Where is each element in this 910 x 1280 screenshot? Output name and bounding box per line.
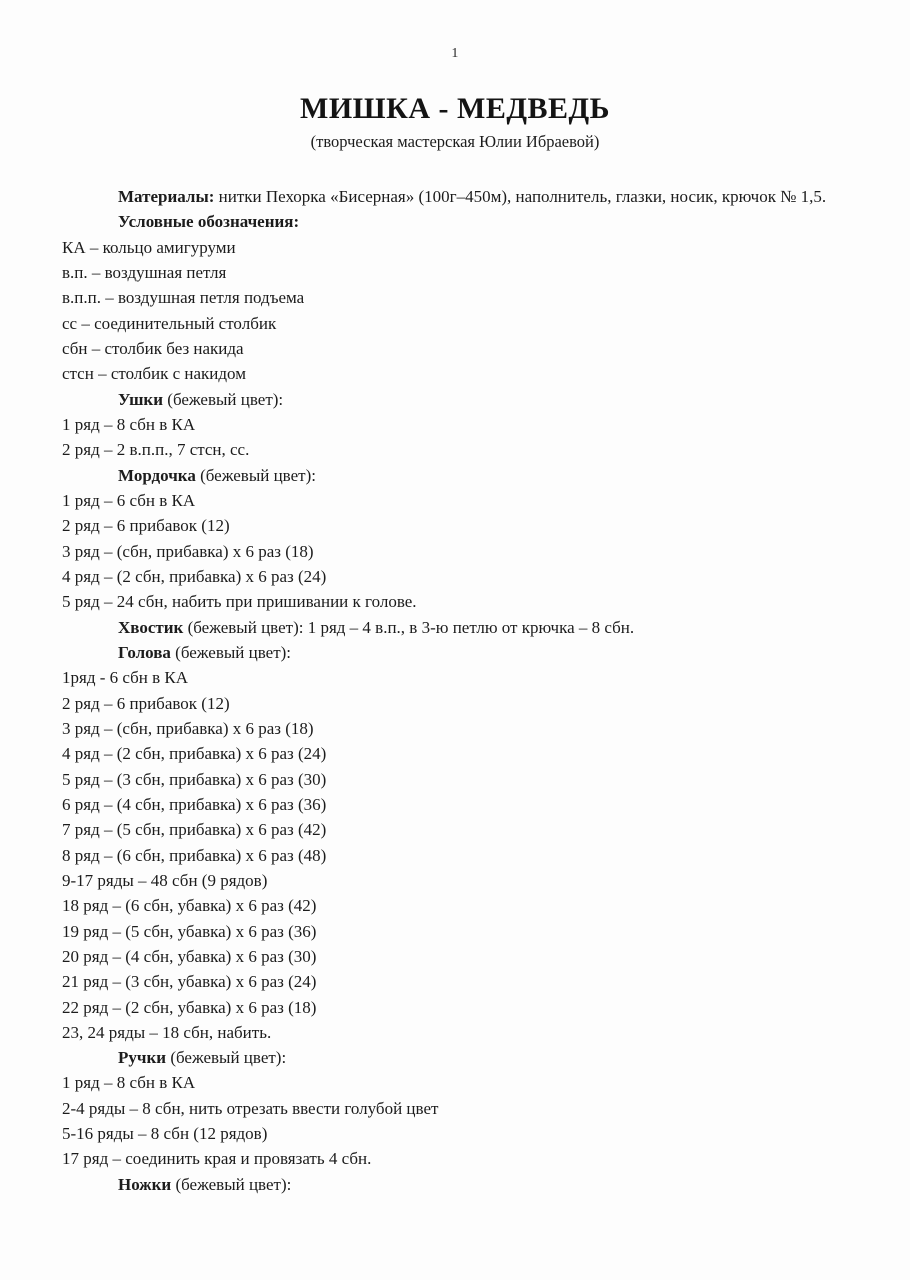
document-subtitle: (творческая мастерская Юлии Ибраевой)	[310, 132, 600, 151]
page-number: 1	[451, 46, 459, 61]
section-line: 5 ряд – (3 сбн, прибавка) х 6 раз (30)	[62, 769, 327, 789]
section-note: (бежевый цвет): 1 ряд – 4 в.п., в 3-ю петлю от крючка – 8 сбн.	[183, 617, 635, 637]
abbreviation-item: стсн – столбик с накидом	[62, 364, 246, 384]
abbreviation-item: КА – кольцо амигуруми	[62, 237, 236, 257]
abbreviation-item: в.п.п. – воздушная петля подъема	[62, 288, 305, 308]
section-line: 23, 24 ряды – 18 сбн, набить.	[62, 1022, 272, 1042]
section-heading-golova	[62, 640, 848, 665]
section-line: 2-4 ряды – 8 сбн, нить отрезать ввести голубой цвет	[62, 1098, 439, 1118]
abbreviations-heading	[62, 209, 848, 234]
section-heading-nozhki	[62, 1172, 848, 1197]
section-line: 4 ряд – (2 сбн, прибавка) х 6 раз (24)	[62, 566, 327, 586]
section-line: 6 ряд – (4 сбн, прибавка) х 6 раз (36)	[62, 794, 327, 814]
section-heading-ushki	[62, 387, 848, 412]
section-line: 5 ряд – 24 сбн, набить при пришивании к голове.	[62, 592, 417, 612]
section-line: 2 ряд – 6 прибавок (12)	[62, 693, 230, 713]
section-title: Голова	[118, 642, 171, 662]
document-body	[62, 184, 848, 1197]
section-line: 7 ряд – (5 сбн, прибавка) х 6 раз (42)	[62, 820, 327, 840]
section-title: Хвостик	[118, 617, 184, 637]
section-line: 17 ряд – соединить края и провязать 4 сбн.	[62, 1149, 372, 1169]
section-title: Ручки	[118, 1048, 167, 1068]
section-line: 1 ряд – 8 сбн в КА	[62, 414, 196, 434]
section-line: 2 ряд – 6 прибавок (12)	[62, 516, 230, 536]
materials-paragraph	[62, 184, 848, 209]
section-title: Мордочка	[118, 465, 196, 485]
section-line: 5-16 ряды – 8 сбн (12 рядов)	[62, 1124, 268, 1144]
section-note: (бежевый цвет):	[171, 1174, 292, 1194]
section-line: 22 ряд – (2 сбн, убавка) х 6 раз (18)	[62, 997, 317, 1017]
section-note: (бежевый цвет):	[166, 1048, 287, 1068]
section-line: 1 ряд – 8 сбн в КА	[62, 1073, 196, 1093]
section-line: 3 ряд – (сбн, прибавка) х 6 раз (18)	[62, 541, 314, 561]
abbreviation-item: сбн – столбик без накида	[62, 338, 244, 358]
abbreviation-item: сс – соединительный столбик	[62, 313, 277, 333]
section-line: 18 ряд – (6 сбн, убавка) х 6 раз (42)	[62, 896, 317, 916]
page-title: МИШКА - МЕДВЕДЬ	[300, 92, 610, 125]
section-note: (бежевый цвет):	[170, 642, 292, 662]
section-line: 1ряд - 6 сбн в КА	[62, 668, 189, 688]
section-title: Ушки	[118, 389, 164, 409]
materials-text: нитки Пехорка «Бисерная» (100г–450м), наполнитель, глазки, носик, крючок № 1,5.	[214, 187, 827, 206]
abbreviation-item: в.п. – воздушная петля	[62, 262, 227, 282]
section-note: (бежевый цвет):	[195, 465, 316, 485]
section-title: Ножки	[118, 1174, 172, 1194]
section-note: (бежевый цвет):	[163, 389, 284, 409]
section-line: 20 ряд – (4 сбн, убавка) х 6 раз (30)	[62, 946, 317, 966]
materials-label: Материалы:	[118, 187, 215, 206]
section-heading-hvostik	[62, 615, 848, 640]
section-line: 1 ряд – 6 сбн в КА	[62, 490, 196, 510]
section-heading-mordochka	[62, 463, 848, 488]
section-line: 2 ряд – 2 в.п.п., 7 стсн, сс.	[62, 440, 250, 460]
section-line: 9-17 ряды – 48 сбн (9 рядов)	[62, 870, 268, 890]
section-line: 19 ряд – (5 сбн, убавка) х 6 раз (36)	[62, 921, 317, 941]
abbreviations-heading-label: Условные обозначения:	[118, 212, 300, 232]
section-line: 4 ряд – (2 сбн, прибавка) х 6 раз (24)	[62, 744, 327, 764]
section-line: 3 ряд – (сбн, прибавка) х 6 раз (18)	[62, 718, 314, 738]
section-line: 21 ряд – (3 сбн, убавка) х 6 раз (24)	[62, 972, 317, 992]
section-line: 8 ряд – (6 сбн, прибавка) х 6 раз (48)	[62, 845, 327, 865]
section-heading-ruchki	[62, 1045, 848, 1070]
